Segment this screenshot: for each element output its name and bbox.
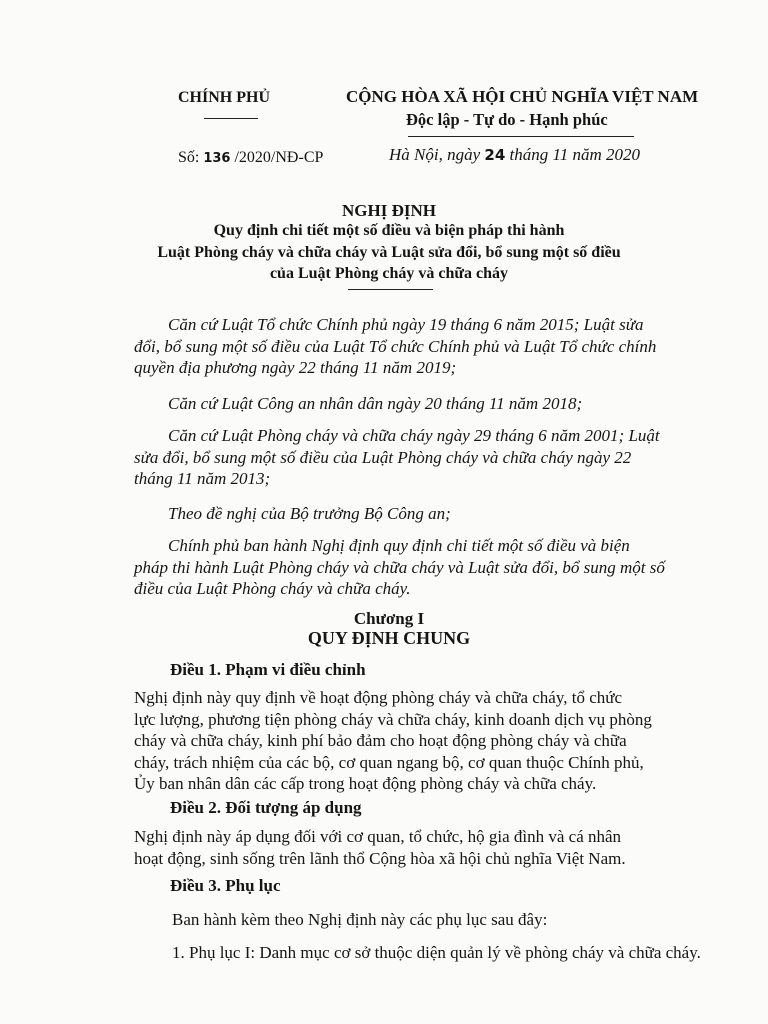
paragraph-line	[134, 393, 700, 415]
document-number-handwritten: 136	[203, 151, 231, 166]
national-motto: Độc lập - Tự do - Hạnh phúc	[406, 110, 608, 129]
paragraph-line: cháy, trách nhiệm của các bộ, cơ quan ngang bộ, cơ quan thuộc Chính phủ,	[134, 752, 644, 772]
document-number-suffix: /2020/NĐ-CP	[230, 149, 324, 166]
title-underline	[348, 289, 433, 290]
line-text: Chính phủ ban hành Nghị định quy định chi tiết một số điều và biện	[168, 536, 630, 555]
document-type: NGHỊ ĐỊNH	[342, 201, 436, 220]
paragraph-line: Ủy ban nhân dân các cấp trong hoạt động phòng cháy và chữa cháy.	[134, 774, 597, 793]
line-text: Căn cứ Luật Phòng cháy và chữa cháy ngày 29 tháng 6 năm 2001; Luật	[168, 426, 660, 445]
date-suffix: tháng 11 năm 2020	[505, 145, 641, 164]
line-text: Nghị định này quy định về hoạt động phòng cháy và chữa cháy, tổ chức	[134, 688, 623, 707]
paragraph-line	[134, 826, 700, 848]
paragraph-line: quyền địa phương ngày 22 tháng 11 năm 2019;	[134, 358, 457, 377]
article-2-title: Điều 2. Đối tượng áp dụng	[170, 798, 362, 817]
issuer-name: CHÍNH PHỦ	[178, 89, 270, 106]
subject-line: Luật Phòng cháy và chữa cháy và Luật sửa đổi, bổ sung một số điều	[157, 244, 621, 261]
paragraph-line: pháp thi hành Luật Phòng cháy và chữa cháy và Luật sửa đổi, bổ sung một số	[134, 557, 665, 577]
line-text: Nghị định này áp dụng đối với cơ quan, tổ chức, hộ gia đình và cá nhân	[134, 827, 622, 846]
article-1-body	[134, 687, 700, 795]
document-number	[178, 149, 323, 167]
paragraph-line: đổi, bổ sung một số điều của Luật Tổ chức Chính phủ và Luật Tổ chức chính	[134, 336, 657, 356]
paragraph-line	[134, 425, 700, 447]
document-number-prefix: Số:	[178, 149, 204, 166]
chapter-number: Chương I	[353, 609, 425, 628]
paragraph-line: sửa đổi, bổ sung một số điều của Luật Phòng cháy và chữa cháy ngày 22	[134, 447, 632, 467]
paragraph-line: tháng 11 năm 2013;	[134, 469, 271, 488]
national-title: CỘNG HÒA XÃ HỘI CHỦ NGHĨA VIỆT NAM	[346, 87, 699, 106]
decree-statement	[134, 535, 700, 600]
paragraph-line: hoạt động, sinh sống trên lãnh thổ Cộng hòa xã hội chủ nghĩa Việt Nam.	[134, 848, 626, 868]
article-3-title: Điều 3. Phụ lục	[170, 876, 281, 895]
paragraph-line	[134, 314, 700, 336]
article-3-intro: Ban hành kèm theo Nghị định này các phụ lục sau đây:	[172, 910, 548, 929]
legal-basis-paragraph	[134, 425, 700, 490]
date-prefix: Hà Nội, ngày	[389, 145, 485, 164]
proposal-paragraph	[134, 503, 700, 525]
line-text: Theo đề nghị của Bộ trưởng Bộ Công an;	[168, 504, 451, 523]
subject-line: Quy định chi tiết một số điều và biện pháp thi hành	[213, 222, 565, 239]
paragraph-line: lực lượng, phương tiện phòng cháy và chữa cháy, kinh doanh dịch vụ phòng	[134, 709, 652, 729]
legal-basis-paragraph	[134, 393, 700, 415]
article-2-body	[134, 826, 700, 869]
article-1-title: Điều 1. Phạm vi điều chỉnh	[170, 660, 366, 679]
line-text: Căn cứ Luật Công an nhân dân ngày 20 tháng 11 năm 2018;	[168, 394, 583, 413]
paragraph-line	[134, 687, 700, 709]
chapter-title: QUY ĐỊNH CHUNG	[307, 628, 471, 648]
legal-basis-paragraph	[134, 314, 700, 379]
paragraph-line	[134, 503, 700, 525]
date-day-handwritten: 24	[484, 146, 506, 164]
article-3-appendix-item: 1. Phụ lục I: Danh mục cơ sở thuộc diện quản lý về phòng cháy và chữa cháy.	[172, 943, 701, 962]
motto-underline	[408, 136, 634, 137]
paragraph-line: điều của Luật Phòng cháy và chữa cháy.	[134, 579, 411, 598]
issuer-underline	[204, 118, 258, 119]
line-text: Căn cứ Luật Tổ chức Chính phủ ngày 19 tháng 6 năm 2015; Luật sửa	[168, 315, 644, 334]
paragraph-line	[134, 535, 700, 557]
paragraph-line: cháy và chữa cháy, kinh phí bảo đảm cho hoạt động phòng cháy và chữa	[134, 731, 627, 750]
place-date	[389, 145, 640, 165]
subject-line: của Luật Phòng cháy và chữa cháy	[269, 265, 509, 282]
